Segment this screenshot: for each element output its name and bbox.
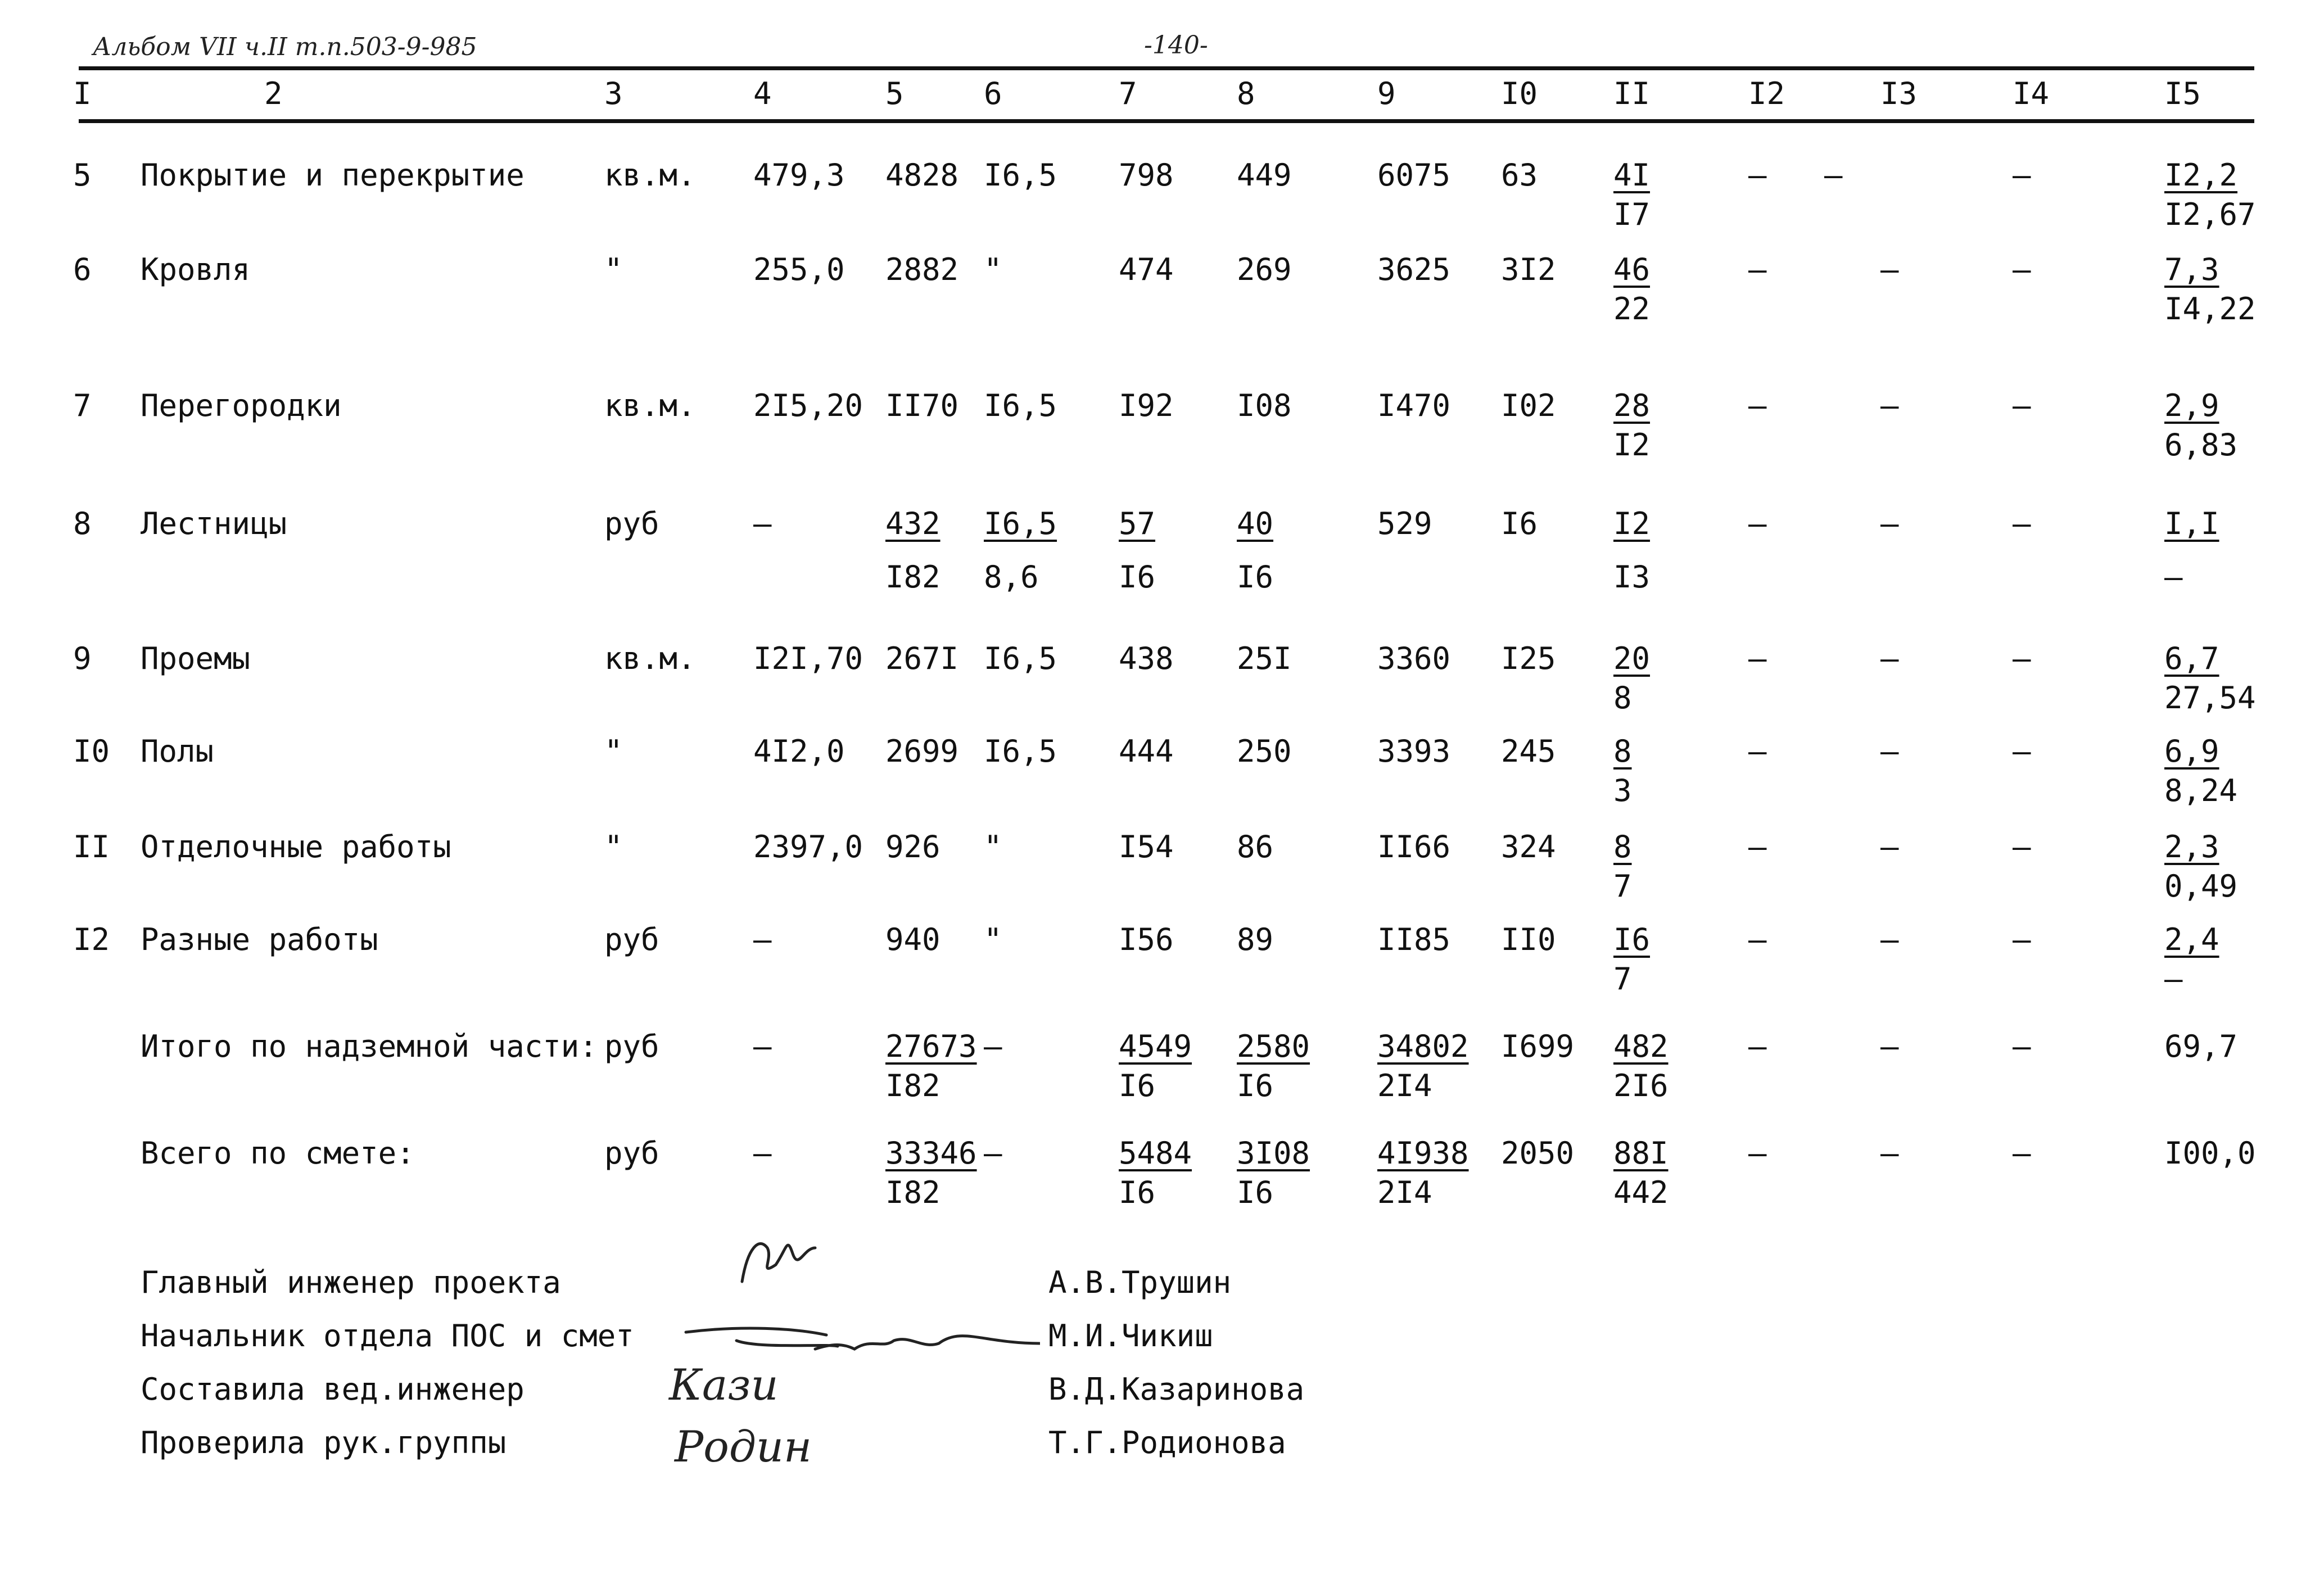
- table-row: [0, 506, 2324, 613]
- cell-name: Кровля: [141, 252, 251, 287]
- column-header-9: 9: [1377, 76, 1396, 111]
- cell-c15: 8,24: [2164, 773, 2238, 808]
- cell-c5: [885, 1135, 977, 1171]
- cell-c7: 444: [1119, 734, 1174, 769]
- cell-unit: руб: [604, 922, 659, 957]
- cell-c9: 3625: [1377, 252, 1451, 287]
- cell-c11: [1613, 922, 1650, 957]
- cell-c11: [1613, 829, 1632, 865]
- total-row: [0, 1029, 2324, 1135]
- cell-c11: [1613, 1029, 1669, 1064]
- cell-c14: –: [2013, 388, 2031, 423]
- cell-unit: кв.м.: [604, 157, 696, 193]
- cell-c13: –: [1880, 1029, 1899, 1064]
- cell-c11-numerator: 88I: [1613, 1135, 1669, 1171]
- cell-c8: I6: [1237, 1175, 1274, 1210]
- cell-n: 7: [73, 388, 92, 423]
- cell-c14: –: [2013, 1135, 2031, 1171]
- cell-c15: [2164, 252, 2219, 287]
- column-header-13: I3: [1880, 76, 1918, 111]
- cell-c13: –: [1880, 252, 1899, 287]
- cell-c11: I2: [1613, 427, 1651, 463]
- table-row: [0, 922, 2324, 1029]
- cell-c12: –: [1748, 1029, 1767, 1064]
- cell-c7-numerator: 5484: [1119, 1135, 1192, 1171]
- cell-c15: [2164, 922, 2219, 957]
- cell-c9: 6075: [1377, 157, 1451, 193]
- cell-c8: 89: [1237, 922, 1274, 957]
- cell-c10: 63: [1501, 157, 1538, 193]
- cell-c6: –: [984, 1029, 1002, 1064]
- column-header-8: 8: [1237, 76, 1255, 111]
- cell-name: Итого по надземной части:: [141, 1029, 598, 1064]
- cell-unit: ": [604, 734, 623, 769]
- cell-c12: –: [1748, 922, 1767, 957]
- cell-c7: 474: [1119, 252, 1174, 287]
- cell-c7: I92: [1119, 388, 1174, 423]
- cell-c14: –: [2013, 641, 2031, 676]
- cell-c7: I6: [1119, 1068, 1156, 1103]
- cell-c9: 3360: [1377, 641, 1451, 676]
- cell-c11: 7: [1613, 868, 1632, 904]
- cell-n: 6: [73, 252, 92, 287]
- top-rule: [79, 66, 2254, 70]
- cell-c12: –: [1748, 1135, 1767, 1171]
- cell-c7: I6: [1119, 1175, 1156, 1210]
- cell-c11: I3: [1613, 559, 1651, 595]
- cell-c14: –: [2013, 252, 2031, 287]
- cell-c11: [1613, 157, 1650, 193]
- cell-c15: –: [2164, 961, 2183, 997]
- cell-c5: 2699: [885, 734, 959, 769]
- cell-c4: I2I,70: [753, 641, 863, 676]
- cell-unit: кв.м.: [604, 388, 696, 423]
- cell-c5: II70: [885, 388, 959, 423]
- cell-c11: I7: [1613, 197, 1651, 232]
- cell-c11: [1613, 734, 1632, 769]
- cell-c5: 2882: [885, 252, 959, 287]
- cell-c15: [2164, 157, 2237, 193]
- cell-c11: [1613, 641, 1650, 676]
- column-header-5: 5: [885, 76, 904, 111]
- cell-c4: 479,3: [753, 157, 845, 193]
- cell-c7: 438: [1119, 641, 1174, 676]
- signature-chikish: [686, 1328, 1040, 1349]
- cell-c14: –: [2013, 506, 2031, 541]
- column-header-10: I0: [1501, 76, 1538, 111]
- cell-c5-numerator: 33346: [885, 1135, 977, 1171]
- cell-c15-numerator: 7,3: [2164, 252, 2219, 287]
- cell-c9: II66: [1377, 829, 1451, 865]
- cell-c6: I6,5: [984, 734, 1057, 769]
- cell-c13: –: [1880, 734, 1899, 769]
- cell-c14: –: [2013, 734, 2031, 769]
- cell-c5: I82: [885, 1175, 941, 1210]
- cell-c4: 4I2,0: [753, 734, 845, 769]
- cell-c7: I6: [1119, 559, 1156, 595]
- cell-c10: I25: [1501, 641, 1556, 676]
- signature-person: В.Д.Казаринова: [1048, 1372, 1305, 1407]
- cell-n: I2: [73, 922, 110, 957]
- total-row: [0, 1135, 2324, 1242]
- cell-c15: [2164, 506, 2219, 541]
- cell-c12: –: [1748, 252, 1767, 287]
- cell-c6: 8,6: [984, 559, 1039, 595]
- cell-c7: [1119, 1135, 1192, 1171]
- cell-c6: I6,5: [984, 641, 1057, 676]
- cell-c5: 940: [885, 922, 941, 957]
- cell-c12: –: [1748, 506, 1767, 541]
- cell-c15: [2164, 829, 2219, 865]
- cell-n: I0: [73, 734, 110, 769]
- cell-c7: I56: [1119, 922, 1174, 957]
- table-row: [0, 157, 2324, 264]
- cell-c8: I08: [1237, 388, 1292, 423]
- cell-c5: 926: [885, 829, 941, 865]
- cell-n: II: [73, 829, 110, 865]
- cell-c11: 7: [1613, 961, 1632, 997]
- cell-c15-numerator: 6,9: [2164, 734, 2219, 769]
- cell-c8: 86: [1237, 829, 1274, 865]
- cell-c5: [885, 506, 941, 541]
- cell-c8: 269: [1237, 252, 1292, 287]
- cell-name: Разные работы: [141, 922, 378, 957]
- cell-c8: 449: [1237, 157, 1292, 193]
- cell-c12: –: [1748, 734, 1767, 769]
- cell-c11-numerator: 20: [1613, 641, 1651, 676]
- cell-name: Отделочные работы: [141, 829, 451, 865]
- cell-c4: –: [753, 1135, 772, 1171]
- cell-c10: II0: [1501, 922, 1556, 957]
- cell-c6: [984, 506, 1057, 541]
- cell-c10: I699: [1501, 1029, 1575, 1064]
- album-reference: Альбом VII ч.II т.п.503-9-985: [93, 33, 477, 61]
- cell-c5: I82: [885, 559, 941, 595]
- cell-c5: 267I: [885, 641, 959, 676]
- cell-c9: 3393: [1377, 734, 1451, 769]
- cell-c6-numerator: I6,5: [984, 506, 1057, 541]
- cell-c15-numerator: 2,9: [2164, 388, 2219, 423]
- cell-c7: I54: [1119, 829, 1174, 865]
- cell-c4: –: [753, 922, 772, 957]
- cell-c12: –: [1748, 829, 1767, 865]
- cell-c14: –: [2013, 829, 2031, 865]
- cell-c13: –: [1880, 1135, 1899, 1171]
- cell-c15: –: [2164, 559, 2183, 595]
- cell-c15: I2,67: [2164, 197, 2256, 232]
- cell-c13: –: [1880, 506, 1899, 541]
- cell-c9: II85: [1377, 922, 1451, 957]
- signature-role: Составила вед.инженер: [141, 1372, 525, 1407]
- cell-c9: I470: [1377, 388, 1451, 423]
- cell-unit: ": [604, 252, 623, 287]
- cell-name: Лестницы: [141, 506, 287, 541]
- column-header-2: 2: [264, 76, 283, 111]
- cell-c8-numerator: 3I08: [1237, 1135, 1310, 1171]
- cell-c11-numerator: I2: [1613, 506, 1651, 541]
- cell-c8-numerator: 40: [1237, 506, 1274, 541]
- cell-c15: 0,49: [2164, 868, 2238, 904]
- signature-role: Начальник отдела ПОС и смет: [141, 1318, 634, 1354]
- cell-name: Полы: [141, 734, 214, 769]
- cell-c4: 2397,0: [753, 829, 863, 865]
- cell-c11-numerator: 28: [1613, 388, 1651, 423]
- table-row: [0, 252, 2324, 359]
- column-header-14: I4: [2013, 76, 2050, 111]
- cell-c6: ": [984, 922, 1002, 957]
- cell-c9-numerator: 4I938: [1377, 1135, 1469, 1171]
- cell-c12: –: [1748, 388, 1767, 423]
- cell-c11: [1613, 506, 1650, 541]
- cell-c8: 25I: [1237, 641, 1292, 676]
- header-rule: [79, 119, 2254, 123]
- cell-c9: 529: [1377, 506, 1432, 541]
- cell-c4: 2I5,20: [753, 388, 863, 423]
- signature-person: Т.Г.Родионова: [1048, 1425, 1286, 1460]
- cell-c15: 27,54: [2164, 680, 2256, 716]
- cell-c13: –: [1880, 641, 1899, 676]
- cell-unit: руб: [604, 1029, 659, 1064]
- cell-c4: –: [753, 506, 772, 541]
- cell-c15: [2164, 388, 2219, 423]
- cell-c11-numerator: 46: [1613, 252, 1651, 287]
- cell-c10: 3I2: [1501, 252, 1556, 287]
- cell-name: Покрытие и перекрытие: [141, 157, 525, 193]
- signature-person: М.И.Чикиш: [1048, 1318, 1213, 1354]
- cell-c10: 2050: [1501, 1135, 1575, 1171]
- cell-c12: –: [1748, 157, 1767, 193]
- cell-c15: I00,0: [2164, 1135, 2256, 1171]
- cell-c11: [1613, 1135, 1669, 1171]
- cell-c8: I6: [1237, 1068, 1274, 1103]
- cell-c15-numerator: 2,4: [2164, 922, 2219, 957]
- cell-c4: –: [753, 1029, 772, 1064]
- cell-name: Перегородки: [141, 388, 342, 423]
- cell-c10: 324: [1501, 829, 1556, 865]
- table-row: [0, 641, 2324, 748]
- cell-c12x: –: [1824, 157, 1843, 193]
- column-header-12: I2: [1748, 76, 1785, 111]
- cell-c6: ": [984, 829, 1002, 865]
- cell-name: Всего по смете:: [141, 1135, 415, 1171]
- cell-c8: [1237, 506, 1273, 541]
- cell-c6: I6,5: [984, 388, 1057, 423]
- cell-c14: –: [2013, 157, 2031, 193]
- table-row: [0, 734, 2324, 840]
- cell-c15-numerator: 2,3: [2164, 829, 2219, 865]
- cell-c15-numerator: I2,2: [2164, 157, 2238, 193]
- cell-c9: [1377, 1135, 1469, 1171]
- cell-c15: 6,83: [2164, 427, 2238, 463]
- cell-c14: –: [2013, 1029, 2031, 1064]
- cell-c7-numerator: 4549: [1119, 1029, 1192, 1064]
- cell-c15-numerator: I,I: [2164, 506, 2219, 541]
- cell-c5: 4828: [885, 157, 959, 193]
- cell-c11-numerator: 8: [1613, 829, 1632, 865]
- column-header-3: 3: [604, 76, 623, 111]
- cell-n: 5: [73, 157, 92, 193]
- cell-c11: [1613, 252, 1650, 287]
- column-header-7: 7: [1119, 76, 1137, 111]
- signature-person: А.В.Трушин: [1048, 1265, 1232, 1300]
- cell-c13: –: [1880, 829, 1899, 865]
- cell-c7: 798: [1119, 157, 1174, 193]
- cell-c4: 255,0: [753, 252, 845, 287]
- cell-c8-numerator: 2580: [1237, 1029, 1310, 1064]
- table-row: [0, 388, 2324, 495]
- page-number: -140-: [1144, 31, 1208, 60]
- cell-c9: 2I4: [1377, 1175, 1432, 1210]
- cell-c9-numerator: 34802: [1377, 1029, 1469, 1064]
- cell-c8: I6: [1237, 559, 1274, 595]
- cell-c6: I6,5: [984, 157, 1057, 193]
- cell-c5: I82: [885, 1068, 941, 1103]
- cell-c8: 250: [1237, 734, 1292, 769]
- column-header-4: 4: [753, 76, 772, 111]
- signature-kazarinova: Кази: [669, 1360, 779, 1410]
- cell-c7-numerator: 57: [1119, 506, 1156, 541]
- cell-c15-numerator: 6,7: [2164, 641, 2219, 676]
- cell-c11: 8: [1613, 680, 1632, 716]
- cell-name: Проемы: [141, 641, 251, 676]
- cell-n: 8: [73, 506, 92, 541]
- cell-c11-numerator: I6: [1613, 922, 1651, 957]
- column-header-1: I: [73, 76, 92, 111]
- cell-c11-numerator: 4I: [1613, 157, 1651, 193]
- cell-c10: 245: [1501, 734, 1556, 769]
- cell-c11: 22: [1613, 291, 1651, 327]
- column-header-15: I5: [2164, 76, 2201, 111]
- column-header-11: II: [1613, 76, 1651, 111]
- cell-c10: I02: [1501, 388, 1556, 423]
- cell-unit: кв.м.: [604, 641, 696, 676]
- cell-c15: 69,7: [2164, 1029, 2238, 1064]
- cell-c15: [2164, 641, 2219, 676]
- cell-c11: 3: [1613, 773, 1632, 808]
- cell-c12: –: [1748, 641, 1767, 676]
- cell-c6: –: [984, 1135, 1002, 1171]
- cell-unit: руб: [604, 1135, 659, 1171]
- signature-role: Проверила рук.группы: [141, 1425, 507, 1460]
- cell-c5: [885, 1029, 977, 1064]
- cell-c11-numerator: 8: [1613, 734, 1632, 769]
- cell-c11: 442: [1613, 1175, 1669, 1210]
- cell-c13: –: [1880, 922, 1899, 957]
- cell-c5-numerator: 432: [885, 506, 941, 541]
- cell-c7: [1119, 1029, 1192, 1064]
- cell-c8: [1237, 1135, 1310, 1171]
- cell-c9: [1377, 1029, 1469, 1064]
- cell-c15: I4,22: [2164, 291, 2256, 327]
- cell-c8: [1237, 1029, 1310, 1064]
- cell-c15: [2164, 734, 2219, 769]
- cell-c13: –: [1880, 388, 1899, 423]
- column-header-6: 6: [984, 76, 1002, 111]
- cell-n: 9: [73, 641, 92, 676]
- signature-role: Главный инженер проекта: [141, 1265, 561, 1300]
- handwritten-signatures: [646, 1214, 1040, 1495]
- signature-trushin: [742, 1244, 815, 1282]
- signature-rodionova: Родин: [675, 1422, 812, 1472]
- cell-c5-numerator: 27673: [885, 1029, 977, 1064]
- cell-c10: I6: [1501, 506, 1538, 541]
- cell-c14: –: [2013, 922, 2031, 957]
- cell-c6: ": [984, 252, 1002, 287]
- cell-c7: [1119, 506, 1155, 541]
- cell-c11: 2I6: [1613, 1068, 1669, 1103]
- cell-c11-numerator: 482: [1613, 1029, 1669, 1064]
- cell-c9: 2I4: [1377, 1068, 1432, 1103]
- table-row: [0, 829, 2324, 936]
- cell-c11: [1613, 388, 1650, 423]
- cell-unit: ": [604, 829, 623, 865]
- cell-unit: руб: [604, 506, 659, 541]
